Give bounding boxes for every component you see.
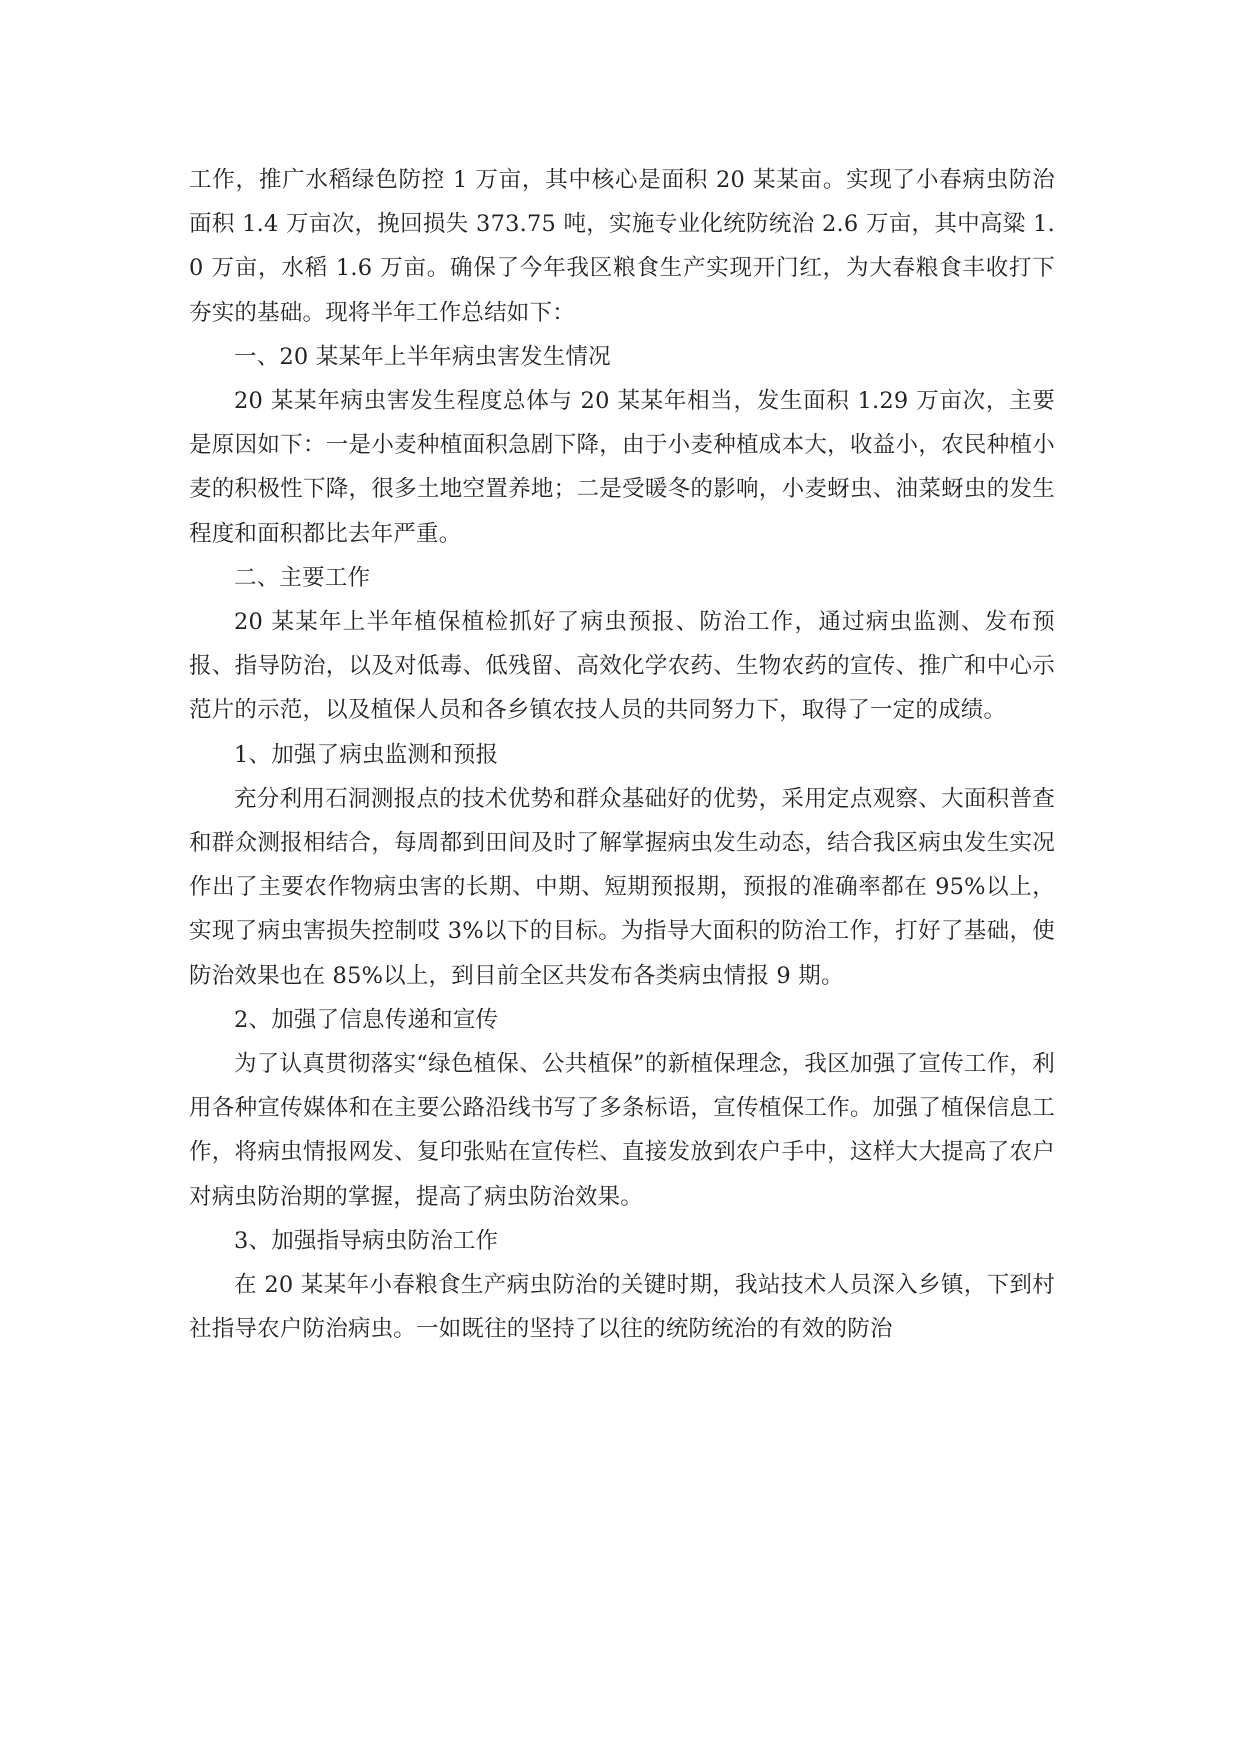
paragraph-intro-continuation: 工作，推广水稻绿色防控 1 万亩，其中核心是面积 20 某某亩。实现了小春病虫防治面积 1.4 万亩次，挽回损失 373.75 吨，实施专业化统防统治 2.6 万亩，其中高粱 1.0 万亩，水稻 1.6 万亩。确保了今年我区粮食生产实现开门红，为大春粮食丰收打下夯实的基础。现将半年工作总结如下：	[189, 167, 1055, 326]
section-heading-main-work: 二、主要工作	[234, 564, 371, 591]
section-heading-pest-occurrence: 一、20 某某年上半年病虫害发生情况	[234, 343, 611, 370]
subheading-guidance: 3、加强指导病虫防治工作	[234, 1227, 499, 1254]
paragraph-information: 为了认真贯彻落实“绿色植保、公共植保”的新植保理念，我区加强了宣传工作，利用各种宣传媒体和在主要公路沿线书写了多条标语，宣传植保工作。加强了植保信息工作，将病虫情报网发、复印张贴在宣传栏、直接发放到农户手中，这样大大提高了农户对病虫防治期的掌握，提高了病虫防治效果。	[189, 1051, 1055, 1210]
paragraph-guidance: 在 20 某某年小春粮食生产病虫防治的关键时期，我站技术人员深入乡镇，下到村社指导农户防治病虫。一如既往的坚持了以往的统防统治的有效的防治	[189, 1272, 1055, 1343]
subheading-information: 2、加强了信息传递和宣传	[234, 1006, 499, 1033]
document-page	[189, 158, 1055, 1351]
paragraph-pest-occurrence: 20 某某年病虫害发生程度总体与 20 某某年相当，发生面积 1.29 万亩次，主要是原因如下：一是小麦种植面积急剧下降，由于小麦种植成本大，收益小，农民种植小麦的积极性下降，很多土地空置养地；二是受暖冬的影响，小麦蚜虫、油菜蚜虫的发生程度和面积都比去年严重。	[189, 388, 1055, 547]
paragraph-main-work: 20 某某年上半年植保植检抓好了病虫预报、防治工作，通过病虫监测、发布预报、指导防治，以及对低毒、低残留、高效化学农药、生物农药的宣传、推广和中心示范片的示范，以及植保人员和各乡镇农技人员的共同努力下，取得了一定的成绩。	[189, 609, 1055, 724]
paragraph-monitoring: 充分利用石洞测报点的技术优势和群众基础好的优势，采用定点观察、大面积普查和群众测报相结合，每周都到田间及时了解掌握病虫发生动态，结合我区病虫发生实况作出了主要农作物病虫害的长期、中期、短期预报期，预报的准确率都在 95%以上，实现了病虫害损失控制哎 3%以下的目标。为指导大面积的防治工作，打好了基础，使防治效果也在 85%以上，到目前全区共发布各类病虫情报 9 期。	[189, 785, 1055, 989]
subheading-monitoring: 1、加强了病虫监测和预报	[234, 741, 499, 768]
